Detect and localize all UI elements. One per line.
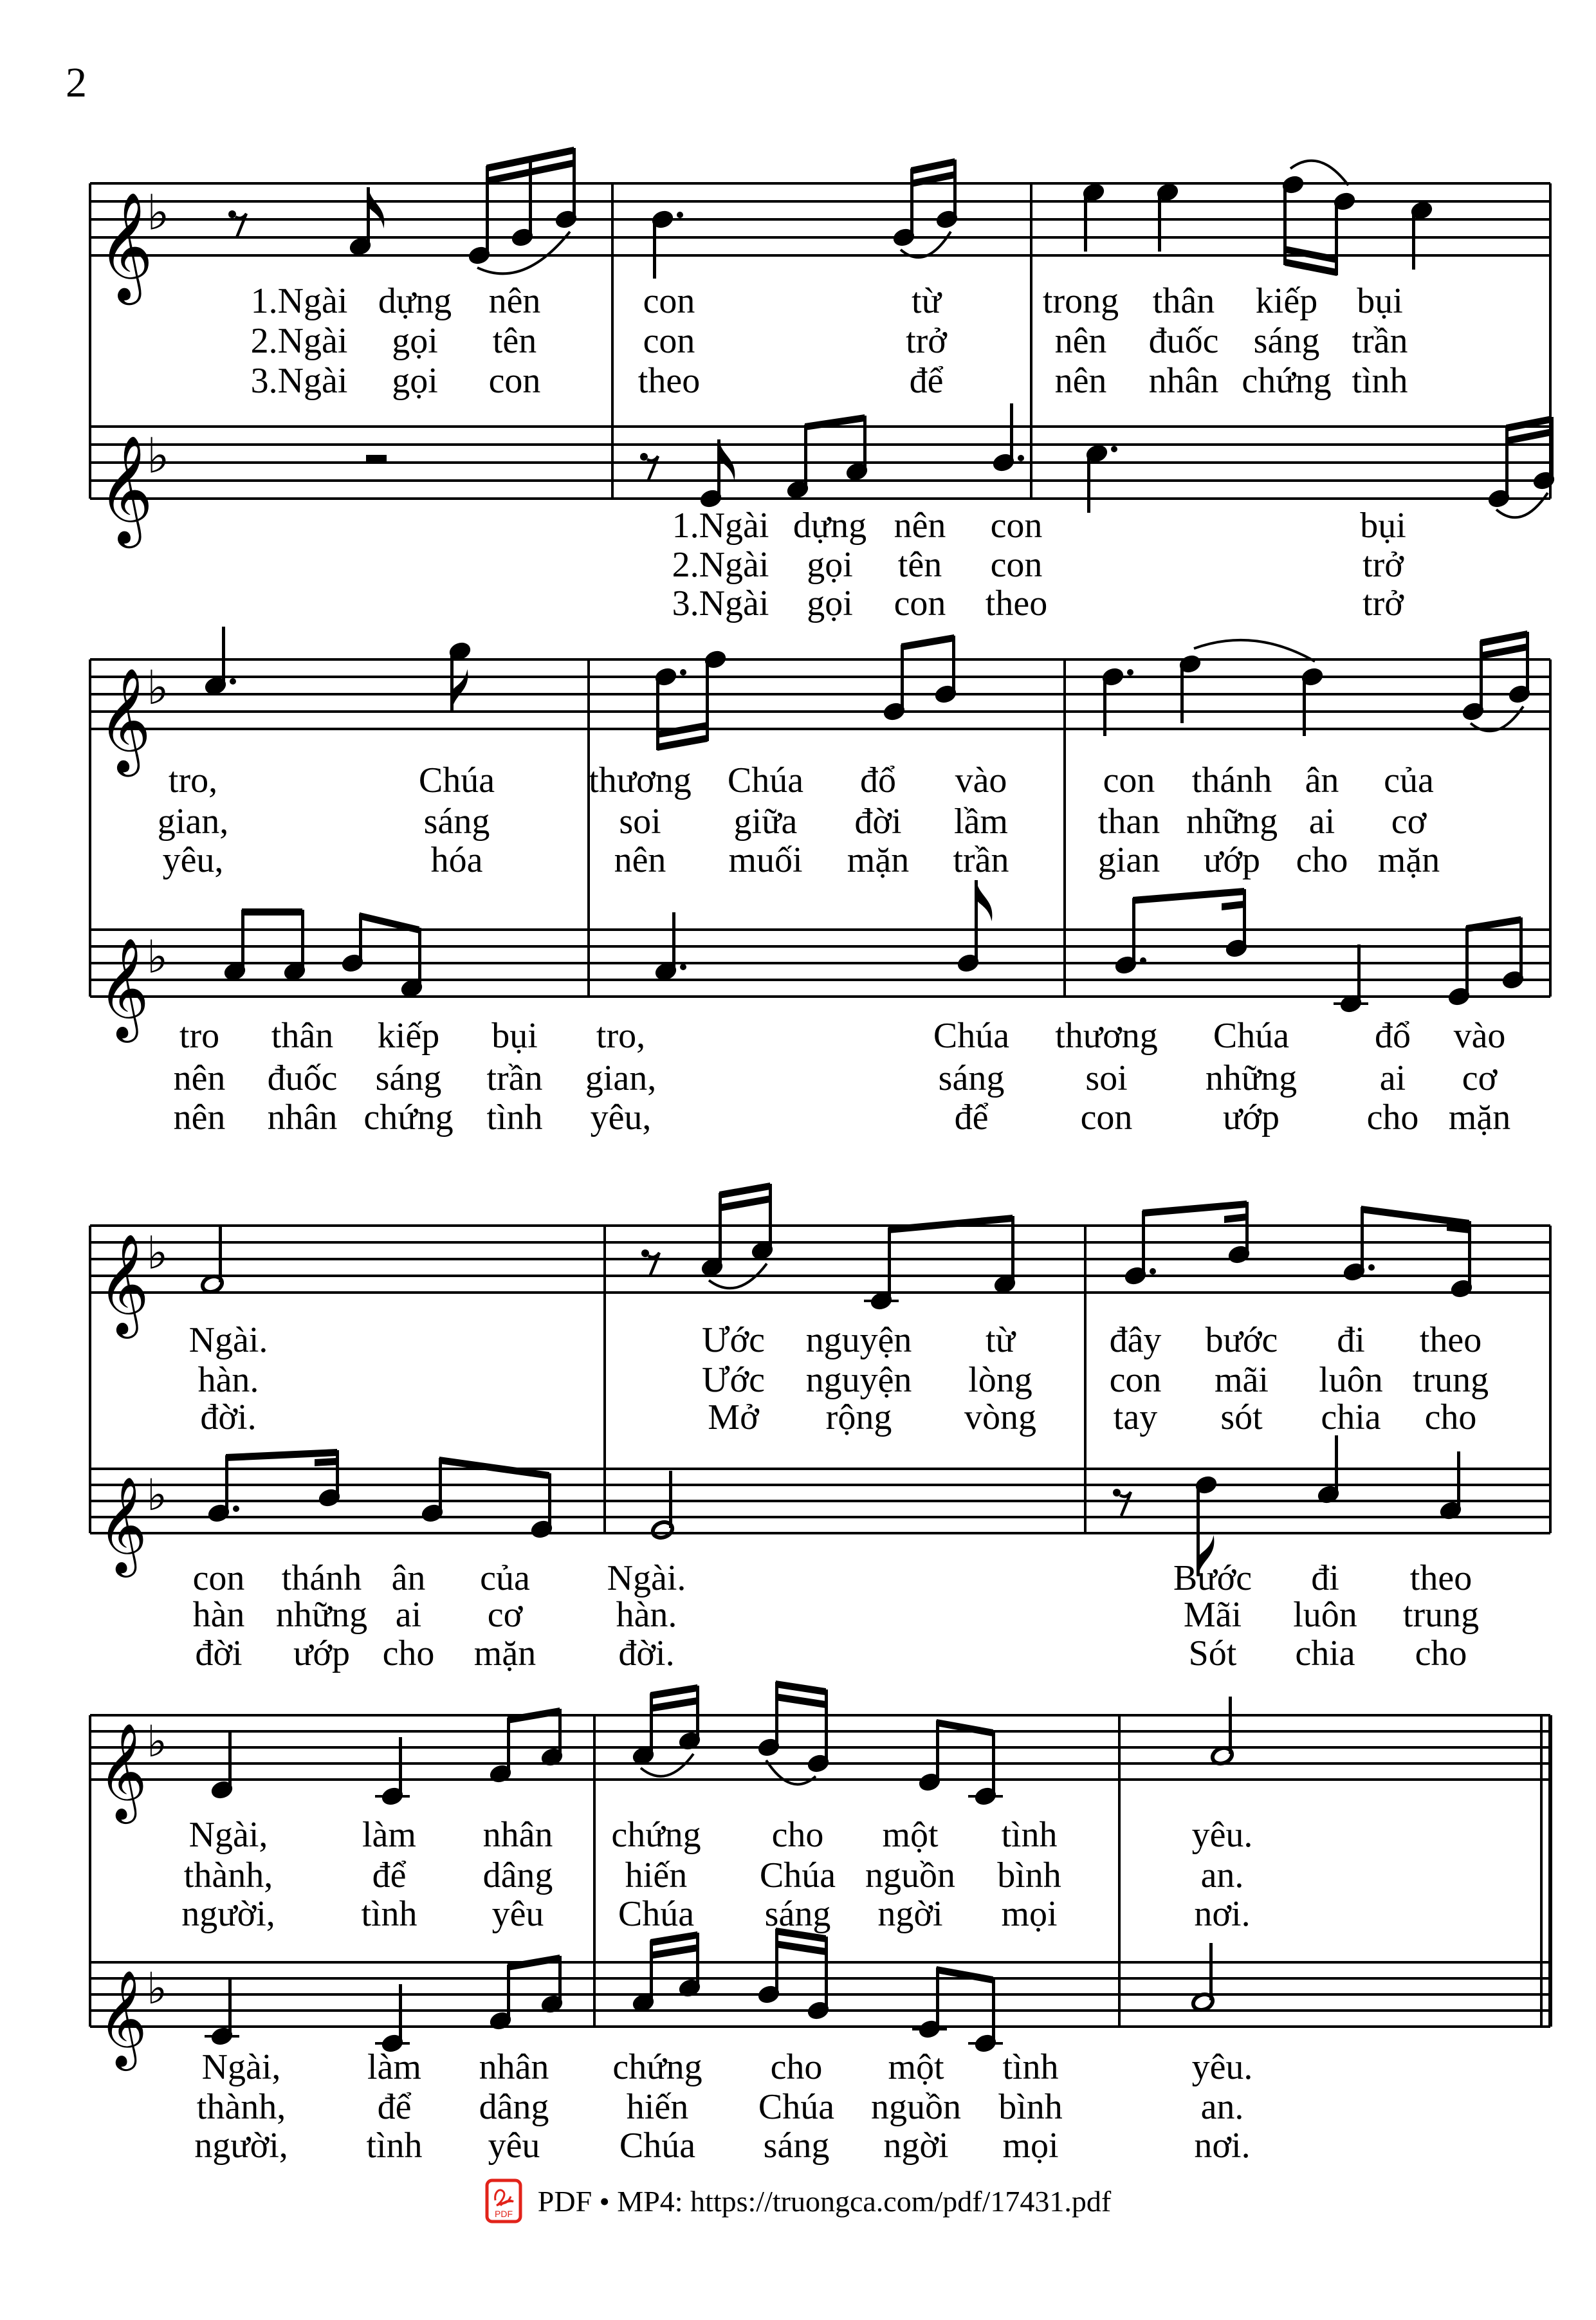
lyric-word: ngời — [877, 1894, 943, 1934]
beam — [719, 1183, 770, 1199]
lyric-word: trần — [486, 1058, 543, 1098]
augmentation-dot — [1111, 446, 1117, 452]
lyric-word: cho — [1296, 840, 1348, 880]
lyric-word: bình — [997, 1855, 1061, 1895]
lyric-word: luôn — [1319, 1360, 1383, 1400]
beam — [508, 1955, 560, 1971]
treble-clef-icon: 𝄞 — [98, 1475, 147, 1574]
lyric-word: trong — [1042, 281, 1119, 321]
lyric-word: tình — [1352, 361, 1408, 401]
lyric-word: Chúa — [1213, 1016, 1290, 1056]
lyric-word: yêu, — [590, 1098, 652, 1137]
lyric-word: nhân — [1148, 361, 1219, 401]
lyric-word: từ — [912, 281, 941, 321]
lyric-word: Chúa — [759, 1855, 836, 1895]
lyric-word: theo — [637, 361, 701, 401]
lyric-word: tên — [897, 545, 942, 585]
lyric-word: yêu. — [1191, 1815, 1253, 1855]
lyric-word: cơ — [1391, 802, 1427, 842]
system-1-lower-staff-lyrics — [672, 506, 1406, 623]
lyric-word: Ước — [702, 1360, 765, 1400]
beam — [315, 1458, 337, 1466]
half-rest-icon — [366, 455, 387, 463]
lyric-word: trung — [1412, 1360, 1489, 1400]
treble-clef-icon: 𝄞 — [98, 1722, 147, 1820]
lyric-word: sáng — [938, 1058, 1005, 1098]
treble-clef-icon: 𝄞 — [98, 937, 149, 1038]
lyric-word: ân — [1305, 760, 1339, 800]
eighth-rest-icon — [647, 456, 658, 480]
lyric-word: ai — [1308, 802, 1335, 842]
lyric-word: Chúa — [727, 760, 804, 800]
lyric-word: tình — [486, 1098, 543, 1137]
lyric-word: Ngài. — [188, 1320, 268, 1360]
augmentation-dot — [1127, 669, 1133, 676]
lyric-word: con — [643, 281, 695, 321]
lyric-word: hàn. — [197, 1360, 259, 1400]
lyric-word: đổ — [860, 760, 896, 800]
treble-clef-icon: 𝄞 — [98, 192, 154, 300]
lyric-word: sáng — [764, 1894, 831, 1934]
lyric-word: 3.Ngài — [250, 361, 348, 401]
system-3-upper-staff-lyrics — [189, 1320, 1489, 1437]
lyric-word: yêu — [491, 1894, 544, 1934]
beam — [719, 1195, 770, 1211]
lyric-word: trần — [1352, 321, 1408, 361]
lyric-word: tay — [1113, 1397, 1158, 1437]
beam — [508, 1708, 560, 1724]
system-1-upper-staff-lyrics — [251, 281, 1408, 401]
lyric-word: thánh — [281, 1558, 362, 1598]
lyric-word: soi — [1085, 1058, 1128, 1098]
lyric-word: con — [192, 1558, 245, 1598]
lyric-word: theo — [985, 584, 1048, 623]
key-signature-flat-icon: ♭ — [147, 1962, 167, 2014]
lyric-word: Ngài, — [201, 2047, 281, 2087]
lyric-word: con — [643, 321, 695, 361]
lyric-word: tình — [366, 2126, 423, 2166]
treble-clef-icon: 𝄞 — [98, 667, 151, 773]
lyric-word: những — [1205, 1058, 1298, 1098]
system-4-lower-staff-lyrics — [194, 2047, 1252, 2166]
lyric-word: 1.Ngài — [672, 506, 769, 546]
beam — [888, 1215, 1013, 1233]
lyric-word: nên — [1054, 361, 1107, 401]
lyric-word: trở — [1362, 545, 1404, 585]
beam — [650, 1684, 697, 1699]
lyric-word: mặn — [473, 1634, 537, 1673]
lyric-word: trần — [953, 840, 1009, 880]
lyric-word: ai — [1379, 1058, 1406, 1098]
lyric-word: vào — [1453, 1016, 1506, 1056]
lyric-word: ướp — [293, 1634, 350, 1673]
lyric-word: dâng — [482, 1855, 553, 1895]
lyric-word: vào — [955, 760, 1007, 800]
lyric-word: dựng — [378, 281, 452, 321]
augmentation-dot — [1150, 1268, 1156, 1275]
lyric-word: 2.Ngài — [250, 321, 348, 361]
beam — [1480, 643, 1527, 659]
page-number: 2 — [66, 59, 87, 106]
beam — [901, 634, 954, 650]
lyric-word: làm — [367, 2047, 421, 2087]
footer — [0, 2178, 1596, 2223]
beam — [1133, 888, 1244, 904]
eighth-flag — [369, 187, 385, 228]
lyric-word: tình — [1002, 2047, 1059, 2087]
beam — [1224, 1213, 1247, 1223]
lyric-word: cho — [1366, 1098, 1419, 1137]
lyric-word: chứng — [611, 1815, 701, 1855]
lyric-word: nhân — [482, 1815, 553, 1855]
eighth-rest-icon — [1113, 1489, 1121, 1496]
beam — [650, 1944, 697, 1959]
lyric-word: Bước — [1173, 1558, 1252, 1598]
lyric-word: cơ — [1462, 1058, 1498, 1098]
beam — [657, 722, 708, 738]
lyric-word: yêu — [488, 2126, 540, 2166]
lyric-word: nhân — [267, 1098, 338, 1137]
key-signature-flat-icon: ♭ — [147, 1469, 167, 1520]
lyric-word: trung — [1402, 1595, 1480, 1635]
lyric-word: mãi — [1215, 1360, 1269, 1400]
beam — [1506, 428, 1552, 445]
beam — [1506, 416, 1552, 432]
lyric-word: con — [1103, 760, 1155, 800]
lyric-word: nơi. — [1194, 1894, 1251, 1934]
system-3-lower-staff-lyrics — [193, 1558, 1480, 1673]
lyric-word: để — [954, 1098, 989, 1137]
lyric-word: mặn — [1377, 840, 1440, 880]
lyric-word: thân — [1152, 281, 1215, 321]
lyric-word: sáng — [1253, 321, 1320, 361]
lyric-word: gian, — [585, 1058, 657, 1098]
lyric-word: mặn — [1448, 1098, 1511, 1137]
lyric-word: Mãi — [1183, 1595, 1242, 1635]
lyric-word: muối — [728, 840, 803, 880]
lyric-word: thương — [589, 760, 692, 800]
lyric-word: nhân — [479, 2047, 549, 2087]
system-3-upper-staff — [90, 1183, 1550, 1437]
lyric-word: tro, — [168, 760, 218, 800]
beam — [937, 1719, 993, 1736]
lyric-word: luôn — [1293, 1595, 1357, 1635]
augmentation-dot — [680, 669, 686, 676]
pdf-icon-label: PDF — [494, 2209, 513, 2219]
lyric-word: theo — [1409, 1558, 1472, 1598]
eighth-flag — [977, 880, 993, 921]
lyric-word: đời — [854, 802, 902, 842]
lyric-word: an. — [1200, 1855, 1244, 1895]
system-1-upper-staff — [90, 147, 1550, 401]
lyric-word: rộng — [825, 1397, 892, 1437]
key-signature-flat-icon: ♭ — [147, 660, 169, 715]
lyric-word: để — [372, 1855, 407, 1895]
lyric-word: nên — [894, 506, 946, 546]
lyric-word: bụi — [1360, 506, 1406, 546]
lyric-word: cho — [1424, 1397, 1477, 1437]
beam — [1142, 1201, 1247, 1217]
lyric-word: đây — [1109, 1320, 1162, 1360]
lyric-word: nguyện — [805, 1320, 912, 1360]
lyric-word: thương — [1055, 1016, 1158, 1056]
augmentation-dot — [1140, 957, 1146, 964]
lyric-word: yêu. — [1191, 2047, 1253, 2087]
system-4-upper-staff — [90, 1680, 1550, 1934]
lyric-word: bụi — [491, 1016, 538, 1056]
lyric-word: Chúa — [618, 1894, 695, 1934]
lyric-word: than — [1097, 802, 1160, 842]
lyric-word: đuốc — [1148, 321, 1219, 361]
lyric-word: kiếp — [377, 1016, 440, 1056]
lyric-word: con — [990, 506, 1043, 546]
key-signature-flat-icon: ♭ — [147, 1226, 169, 1280]
lyric-word: vòng — [964, 1397, 1036, 1437]
lyric-word: theo — [1419, 1320, 1482, 1360]
key-signature-flat-icon: ♭ — [147, 930, 169, 984]
lyric-word: đời. — [618, 1634, 675, 1673]
lyric-word: hiến — [626, 2087, 689, 2127]
lyric-word: mọi — [1002, 2126, 1059, 2166]
beam — [650, 1697, 697, 1712]
lyric-word: chia — [1321, 1397, 1381, 1437]
lyric-word: một — [888, 2047, 944, 2087]
lyric-word: hiến — [625, 1855, 688, 1895]
lyric-word: sót — [1220, 1397, 1263, 1437]
lyric-word: lòng — [968, 1360, 1032, 1400]
pdf-icon[interactable] — [485, 2178, 522, 2223]
lyric-word: đi — [1337, 1320, 1365, 1360]
lyric-word: nên — [488, 281, 541, 321]
beam — [242, 908, 302, 916]
lyric-word: dựng — [793, 506, 867, 546]
lyric-word: đời — [195, 1634, 243, 1673]
system-4-upper-staff-lyrics — [181, 1815, 1252, 1934]
lyric-word: ai — [395, 1595, 422, 1635]
treble-clef-icon: 𝄞 — [98, 1969, 147, 2067]
lyric-word: ướp — [1223, 1098, 1280, 1137]
lyric-word: thành, — [196, 2087, 286, 2127]
lyric-word: con — [488, 361, 541, 401]
lyric-word: nên — [1054, 321, 1107, 361]
lyric-word: con — [1109, 1360, 1162, 1400]
lyric-word: tên — [492, 321, 537, 361]
lyric-word: Chúa — [418, 760, 495, 800]
lyric-word: thành, — [183, 1855, 273, 1895]
lyric-word: nguồn — [865, 1855, 955, 1895]
lyric-word: sáng — [763, 2126, 830, 2166]
lyric-word: tro — [179, 1016, 220, 1056]
lyric-word: làm — [362, 1815, 416, 1855]
system-3-lower-staff — [90, 1435, 1550, 1673]
beam — [1480, 631, 1527, 647]
lyric-word: Ước — [702, 1320, 765, 1360]
key-signature-flat-icon: ♭ — [147, 427, 170, 484]
beam — [657, 735, 708, 751]
lyric-word: con — [990, 545, 1043, 585]
eighth-rest-icon — [1120, 1492, 1131, 1516]
lyric-word: nên — [173, 1098, 226, 1137]
lyric-word: yêu, — [162, 840, 224, 880]
lyric-word: nơi. — [1194, 2126, 1251, 2166]
lyric-word: đuốc — [267, 1058, 338, 1098]
augmentation-dot — [233, 1505, 239, 1512]
lyric-word: gọi — [807, 584, 853, 623]
beam — [911, 171, 955, 187]
lyric-word: an. — [1200, 2087, 1244, 2127]
augmentation-dot — [1018, 455, 1024, 461]
eighth-rest-icon — [235, 214, 246, 237]
lyric-word: thánh — [1191, 760, 1272, 800]
lyric-word: chứng — [1242, 361, 1332, 401]
lyric-word: cho — [771, 1815, 824, 1855]
lyric-word: gọi — [392, 361, 438, 401]
lyric-word: gian, — [157, 802, 229, 842]
lyric-word: gọi — [807, 545, 853, 585]
system-2-lower-staff — [90, 880, 1550, 1137]
lyric-word: để — [909, 361, 944, 401]
lyric-word: con — [894, 584, 946, 623]
lyric-word: từ — [986, 1320, 1015, 1360]
eighth-rest-icon — [640, 453, 648, 461]
key-signature-flat-icon: ♭ — [147, 184, 170, 241]
lyric-word: hàn. — [616, 1595, 677, 1635]
lyric-word: hóa — [430, 840, 483, 880]
system-2-upper-staff-lyrics — [158, 760, 1440, 880]
lyric-word: ướp — [1204, 840, 1260, 880]
lyric-word: một — [882, 1815, 939, 1855]
lyric-word: ân — [391, 1558, 426, 1598]
lyric-word: hàn — [192, 1595, 245, 1635]
lyric-word: sáng — [375, 1058, 442, 1098]
lyric-word: của — [480, 1558, 530, 1598]
lyric-word: ngời — [883, 2126, 949, 2166]
lyric-word: mọi — [1001, 1894, 1058, 1934]
lyric-word: đi — [1311, 1558, 1339, 1598]
lyric-word: kiếp — [1255, 281, 1318, 321]
lyric-word: nên — [614, 840, 666, 880]
lyric-word: bước — [1205, 1320, 1278, 1360]
lyric-word: cho — [382, 1634, 435, 1673]
treble-clef-icon: 𝄞 — [98, 435, 154, 544]
lyric-word: Sót — [1188, 1634, 1237, 1673]
beam — [776, 1940, 826, 1955]
lyric-word: Ngài, — [188, 1815, 268, 1855]
lyric-word: chứng — [612, 2047, 702, 2087]
lyric-word: cho — [770, 2047, 823, 2087]
lyric-word: đổ — [1375, 1016, 1411, 1056]
lyric-word: tình — [1001, 1815, 1058, 1855]
lyric-word: thân — [271, 1016, 334, 1056]
lyric-word: bụi — [1357, 281, 1403, 321]
lyric-word: Chúa — [758, 2087, 835, 2127]
augmentation-dot — [1368, 1264, 1375, 1271]
lyric-word: nguồn — [871, 2087, 961, 2127]
lyric-word: chia — [1295, 1634, 1355, 1673]
eighth-flag — [452, 669, 468, 710]
lyric-word: đời. — [200, 1397, 257, 1437]
lyric-word: Chúa — [619, 2126, 696, 2166]
lyric-word: Ngài. — [607, 1558, 686, 1598]
lyric-word: 1.Ngài — [250, 281, 348, 321]
beam — [911, 158, 955, 174]
lyric-word: 3.Ngài — [672, 584, 769, 623]
lyric-word: lầm — [954, 802, 1008, 842]
lyric-word: chứng — [363, 1098, 454, 1137]
lyric-word: dâng — [479, 2087, 549, 2127]
augmentation-dot — [680, 964, 686, 970]
lyric-word: sáng — [423, 802, 490, 842]
lyric-word: gian — [1097, 840, 1160, 880]
lyric-word: những — [1186, 802, 1278, 842]
lyric-word: cơ — [487, 1595, 523, 1635]
lyric-word: mặn — [847, 840, 910, 880]
lyric-word: trở — [1362, 584, 1404, 623]
system-2-lower-staff-lyrics — [174, 1016, 1511, 1137]
lyric-word: người, — [181, 1894, 275, 1934]
lyric-word: 2.Ngài — [672, 545, 769, 585]
lyric-word: để — [377, 2087, 412, 2127]
augmentation-dot — [230, 678, 236, 685]
eighth-rest-icon — [648, 1253, 659, 1276]
system-1-lower-staff — [90, 403, 1555, 623]
lyric-word: con — [1080, 1098, 1133, 1137]
system-4-lower-staff — [90, 1928, 1550, 2166]
lyric-word: Chúa — [933, 1016, 1010, 1056]
lyric-word: tro, — [596, 1016, 646, 1056]
treble-clef-icon: 𝄞 — [98, 1233, 149, 1334]
eighth-rest-icon — [641, 1249, 649, 1257]
lyric-word: những — [275, 1595, 368, 1635]
augmentation-dot — [677, 212, 683, 218]
lyric-word: giữa — [733, 802, 798, 842]
lyric-word: cho — [1415, 1634, 1467, 1673]
lyric-word: của — [1384, 760, 1434, 800]
lyric-word: nguyện — [805, 1360, 912, 1400]
beam — [776, 1693, 826, 1708]
lyric-word: gọi — [392, 321, 438, 361]
lyric-word: Mở — [708, 1397, 759, 1437]
key-signature-flat-icon: ♭ — [147, 1715, 167, 1767]
beam — [1222, 901, 1244, 910]
lyric-word: soi — [619, 802, 661, 842]
lyric-word: nên — [173, 1058, 226, 1098]
beam — [776, 1680, 826, 1695]
beam — [805, 414, 865, 430]
footer-link-text[interactable]: PDF • MP4: https://truongca.com/pdf/17431.pdf — [537, 2184, 1112, 2218]
lyric-word: trở — [906, 321, 947, 361]
lyric-word: bình — [998, 2087, 1063, 2127]
beam — [1361, 1206, 1469, 1227]
system-2-upper-staff — [90, 627, 1550, 880]
beam — [937, 1966, 993, 1984]
lyric-word: người, — [194, 2126, 288, 2166]
eighth-rest-icon — [228, 210, 236, 218]
lyric-word: tình — [361, 1894, 417, 1934]
